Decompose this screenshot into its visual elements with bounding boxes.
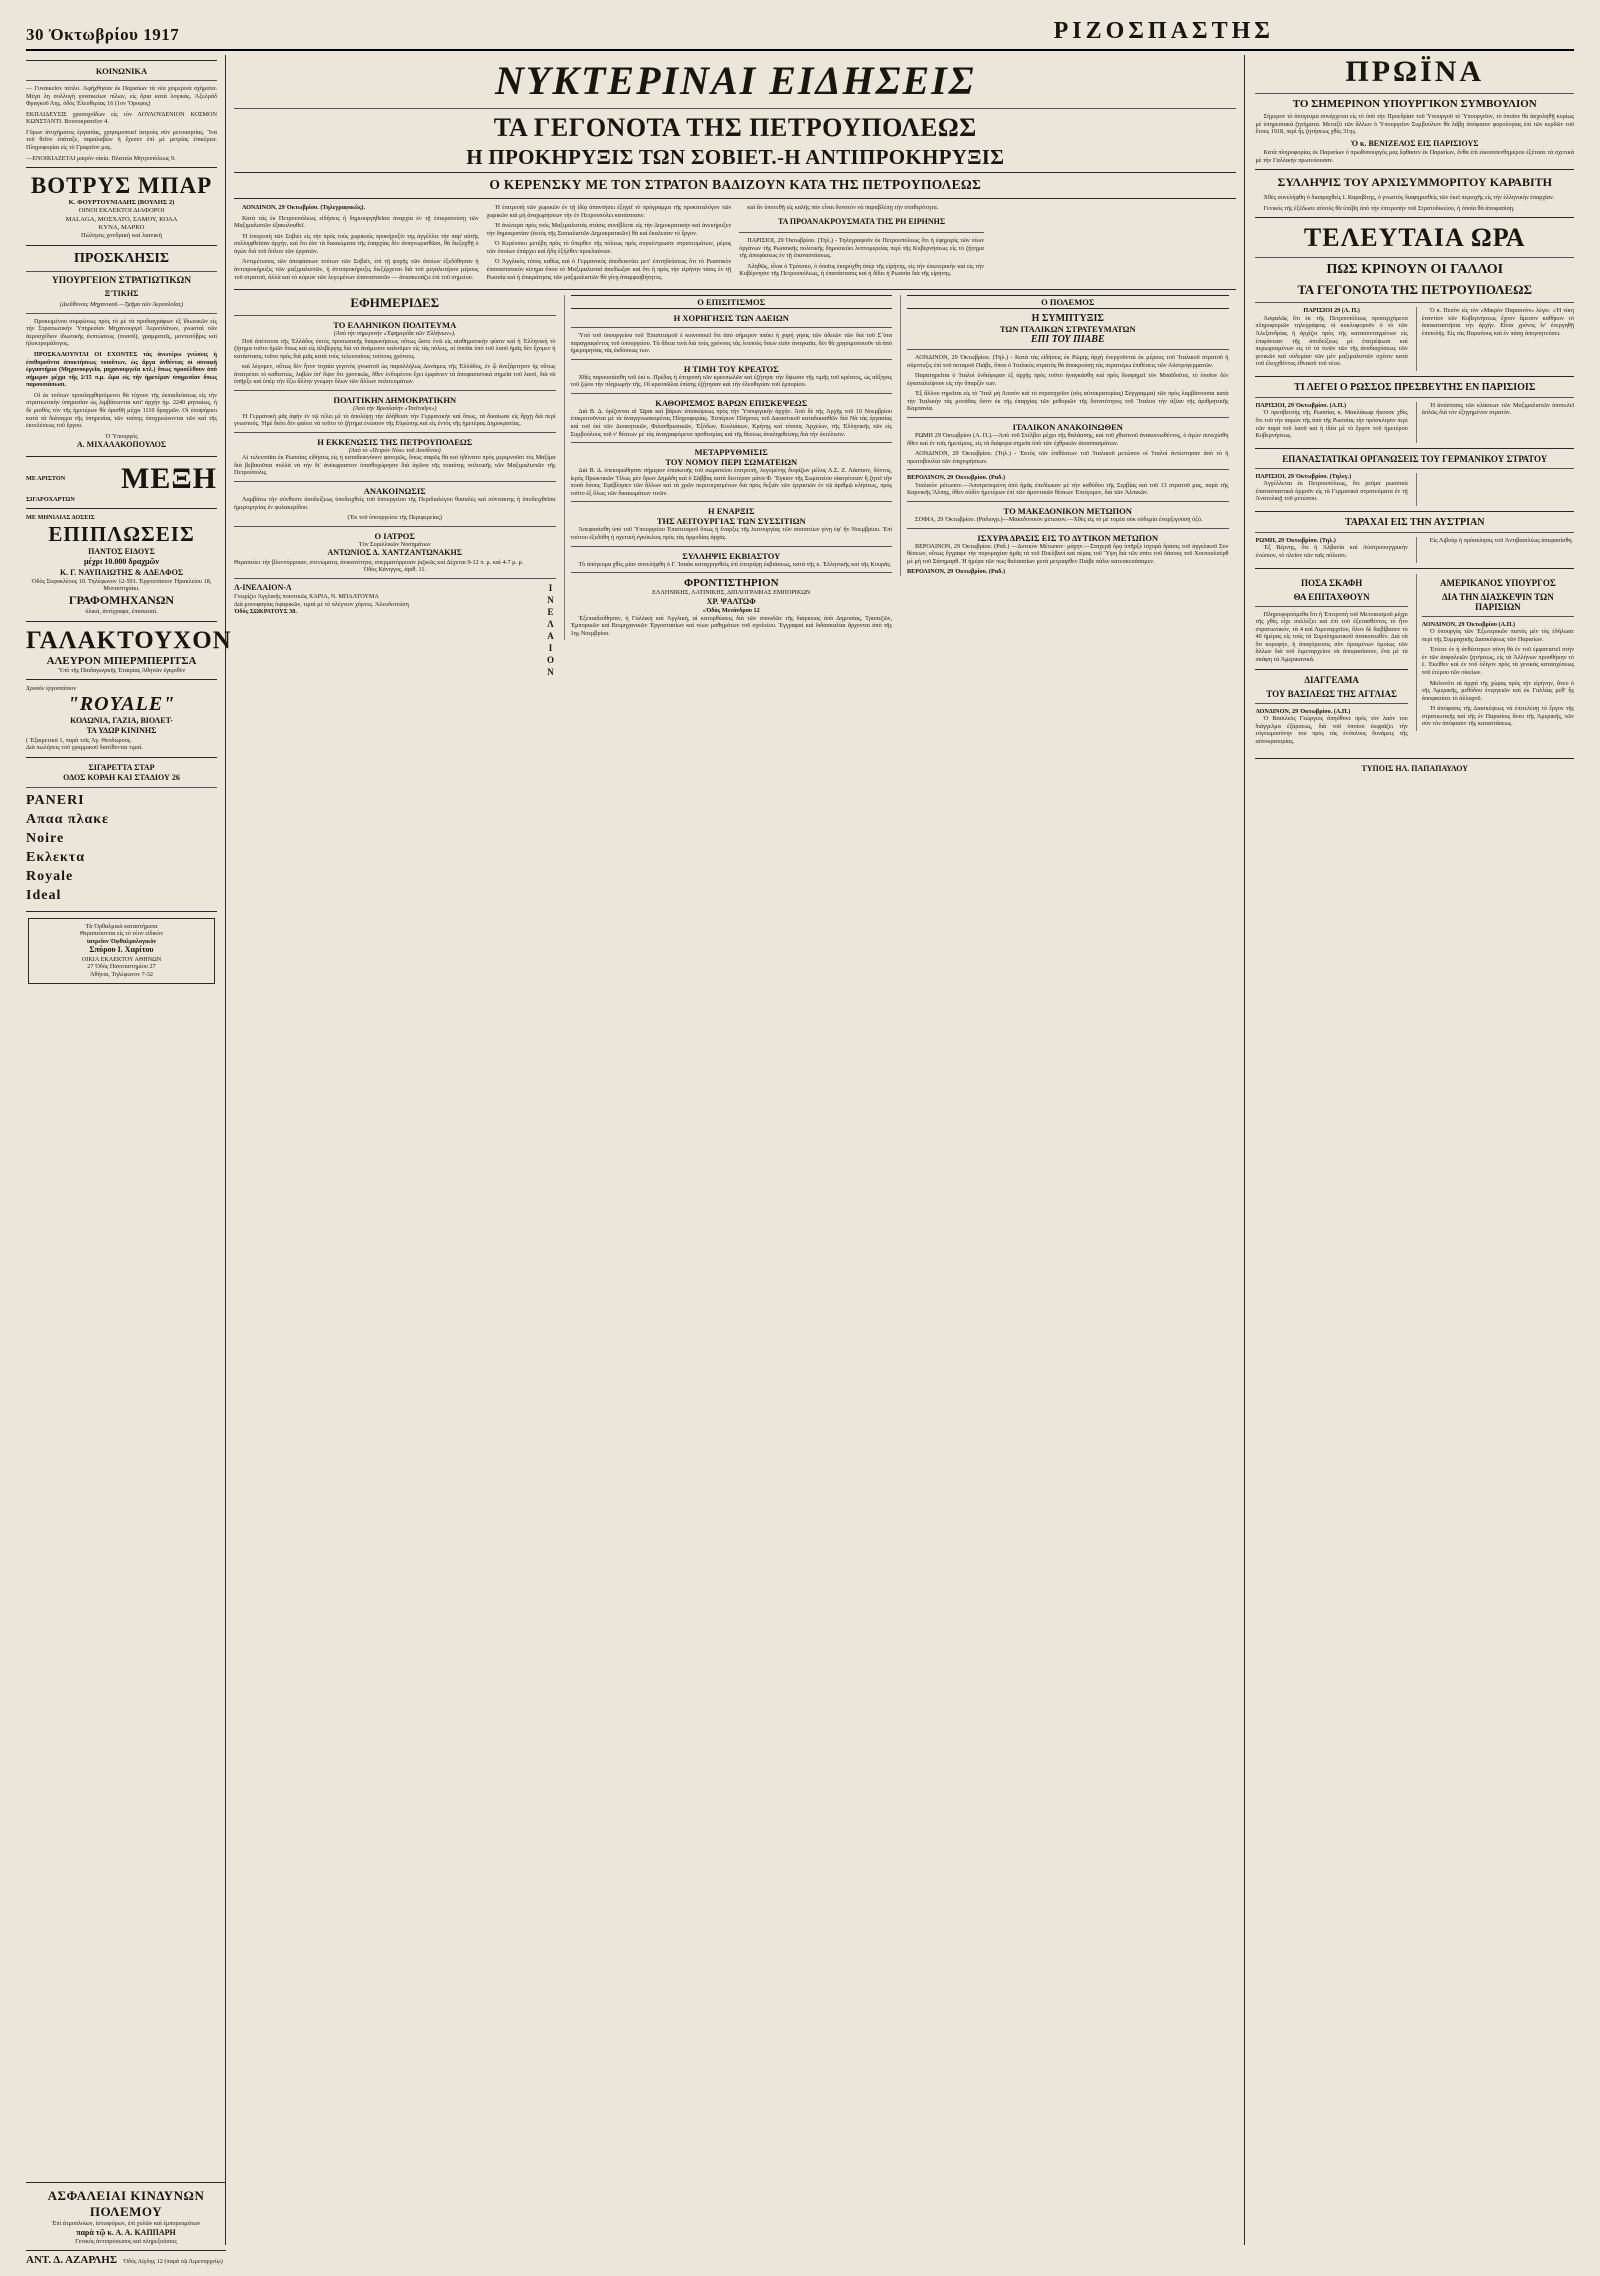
ad-eye-l6: 27 Ὁδὸς Πανεπιστημίου 27 xyxy=(87,963,156,971)
efimerides-lead3: (Ἀπὸ τὸ «Πετρὸν Νέα» τοῦ Λονδίνου) xyxy=(348,446,441,454)
lead-par: Ἀντιμέτωπος τῶν ἀποφάσεων τούτων τῶν Σοβιέτ, ἐπὶ τῇ ψυχῆς τῶν ὁποίων ἐξεδόθησαν ἡ ἀντιπροκήρυξις τῶν μαξιμαλιστῶν, ἡ ἀντιπροκήρυξις διεξέρχεται διὰ τοῦ μεγαλυτέρου μέρους τοῦ στρατοῦ, ἀλλὰ καὶ τὸ κύριον τῶν λεγομένων ἐπαναστατῶν — ἀνασκευάζει ἐπὶ τοῦ σημείου. xyxy=(234,258,479,281)
invitation-header: ΠΡΟΣΚΛΗΣΙΣ xyxy=(73,251,170,267)
adeion-par: Ὑπὸ τοῦ ὑπουργείου τοῦ Ἐπισιτισμοῦ ἐ κοινοποιεῖ ὅτι ἀπὸ σήμερον παύει ἡ χορή γησις τῶν ἀδειῶν τῶν διὰ τοῦ Σ΄ὐτα παραγραφέντος τοῦ ὑπουργείου. Τὰ ἄδεια τινὰ διὰ τοὺς χρόνους τὰς λοιποὺς ὅσων εἰσὶν ἀναγκαῖα, δὲν θὰ χρησιμοποιοῦν τὰ ἀπὸ ἡμερομηνίας τὰς ἐκδόσεως των. xyxy=(570,332,892,355)
western-front-par: ΒΕΡΟΛΙΝΟΝ, 29 Ὀκτωβρίου. (Ραδ.) —Δυτικὸν Μέτωπον· μάχην.—Σταχερᾷ ὅρᾳ ὑπῆρξε ἰσχυρὰ δράσις τοῦ ἀγγελικοῦ Συν θέσεων, οὕτως ἔγγραφε τὴν πυρομαχίαν ἡμᾶς τὰ τοῦ Ποελβανὶ καὶ πέρας τοῦ Ὕψη διὰ τῶν σπίτι τοῦ δάσους τοῦ Χουτουλσὲρθ μὲ μὴ τοῦ Σάνημαρθ. Ἡ ἡμέρα τῶν πως θαλασσίων μετὰ μετριαρθεν Πιάβε πάλιν κατεσκευάσαμεν. xyxy=(907,542,1229,565)
insurance-l1: Ἐπὶ ἀτμοπλοίων, ἱστιοφόρων, ἐπὶ χυλῶν καὶ ἐμπορευμάτων xyxy=(51,2220,201,2228)
school-subjects: ΕΛΛΗΝΙΚΗΣ, ΛΑΤΙΝΙΚΗΣ, ΔΙΠΛΟΓΡΑΦΙΑΣ ΕΜΠΟΡΙΚΩΝ xyxy=(652,589,811,597)
efimerides-title: ΕΦΗΜΕΡΙΔΕΣ xyxy=(350,295,440,311)
ad-eye-l2: Θεραπεύονται εἰς τὸ νέον εἰδικὸν xyxy=(79,930,164,938)
ad-typewriters: ΓΡΑΦΟΜΗΧΑΝΩΝ xyxy=(68,593,175,608)
ad-royale-l3: ( Ἐξαιρετικὰ 1, παρὰ τοῖς Ἀγ. Θεοδώρους. xyxy=(26,736,132,744)
karavitis-par: Χθὲς συνελήφθη ὁ διαπραχθεὶς Ι. Καραβίτης, ὁ γνωστὸς διαφημισθεὶς τῶν ἐκεῖ περιοχῆς εἰς τὴν ἑλληνικὴν ἐπαρχίαν. xyxy=(1263,194,1555,202)
ad-eye-l3: ἰατρεῖον Ὀφθαλμολογικὸν xyxy=(86,937,157,945)
school-owner: ΧΡ. ΨΑΛΤΩΦ xyxy=(706,596,756,606)
bottom-insurance-ad xyxy=(26,2177,226,2266)
syssitia-par: Ἀπεφασίσθη ὑπὸ τοῦ Ὑπουργείου Ἐπισιτισμοῦ ὅπως ἡ ἔναρξις τῆς λειτουργίας τῶν συσσιτίων γίνῃ ἐφ' ἣν Νοεμβρίου. Ἐπὶ τούτου ἐξεδόθη ἡ σχετικὴ ἐγκύκλιος πρὸς τὰς ἁρμοδίας ἀρχάς. xyxy=(570,526,892,541)
italian-retreat-subtitle: ΤΩΝ ΙΤΑΛΙΚΩΝ ΣΤΡΑΤΕΥΜΑΤΩΝ xyxy=(999,324,1136,335)
social-item: ΕΚΠΑΙΔΕΥΣΙΣ χρυσοχοΐδων εἰς τὸν ΛΟΥΛΟΥΔΕΝΙΟΝ ΚΟΣΜΟΝ ΚΩΝΣΤΑΝΤΙ. Βουνοκρατεῖον 4. xyxy=(26,110,217,126)
linelaion-vertical-label: ΙΝΕΛΑΙΟΝ xyxy=(545,582,556,679)
efimerides-lead2: (Ἀπὸ τὴν Βρεσλαύην «Τσεϊτοῦγκ») xyxy=(353,405,437,412)
school-title: ΦΡΟΝΤΙΣΤΗΡΙΟΝ xyxy=(683,577,779,590)
austria-par: Ἐξ Βέρνης, ὅτι ἡ Ἀλβανία καὶ Αὐστροουγγρικὴν ἐνώπιον, τὸ πλεῖον τῶν ταῖς πόλεσιν. xyxy=(1255,544,1408,560)
efimerides-lead: (Ἀπὸ τὴν σημερινὴν «Ἐφημερίδα τῶν Ἑλλήνων»). xyxy=(333,330,456,338)
linelaion-body: Γνωρίζει Ἀγγλικῆς ποιοτικῶς ΧΑΡΙΑ, Ν. ΜΠΑΛΤΟΥΜΑ xyxy=(234,593,379,601)
ad-eye-l5: ΟΙΚΙΑ ΕΚΛΕΚΤΟΥ ΑΘΗΝΩΝ xyxy=(81,955,162,963)
invitation-title: ΥΠΟΥΡΓΕΙΟΝ ΣΤΡΑΤΙΩΤΙΚΩΝ xyxy=(51,276,192,287)
ad-furniture-l1: ΠΑΝΤΟΣ ΕΙΔΟΥΣ xyxy=(88,546,155,556)
ad-galaktouchon-title: ΓΑΛΑΚΤΟΥΧΟΝ xyxy=(26,626,232,654)
london-dateline-2: ΛΟΝΔΙΝΟΝ, 29 Ὀκτωβρίου (Α.Π.) xyxy=(1421,620,1516,628)
paris-dateline-2: ΠΑΡΙΣΙΟΙ, 29 Ὀκτωβρίου. (Α.Π.) xyxy=(1255,401,1347,409)
ad-botrys-line2: ΟΙΝΟΙ ΕΚΛΕΚΤΟΙ ΔΙΑΦΟΡΟΙ xyxy=(78,207,165,215)
proclamation-subheadline: ΤΟΥ ΒΑΣΙΛΕΩΣ ΤΗΣ ΑΓΓΛΙΑΣ xyxy=(1266,688,1397,699)
prota-par: Σήμερον τὸ ἀπόγευμα συνέρχεται εἰς τὸ ὑπὸ τὴν Προεδρίαν τοῦ Ὑπουργοῦ τὸ Ὑπουργεῖον, τὸ ὁποῖον θὰ ἀσχοληθῇ κυρίως μὲ ὑπηρεσιακὰ ζητήματα. Μεταξὺ τῶν ἄλλων ὁ Ὑπουργεῖον Συμβούλιον θὰ λάβῃ ἀπόφασιν φορολογίας ἐπὶ τῶν κερδῶν τοῦ ἔτους 1918, περὶ ἧς ζητήσεως χθὲς 31ης. xyxy=(1255,113,1574,136)
linelaion-address: Ὁδὸς ΣΩΚΡΑΤΟΥΣ 38. xyxy=(234,608,297,616)
publisher-line: ΤΥΠΟΙΣ ΗΛ. ΠΑΠΑΠΑΥΛΟΥ xyxy=(1361,764,1469,774)
teleftaia-ora-title: ΤΕΛΕΥΤΑΙΑ ΩΡΑ xyxy=(1303,223,1526,253)
lead-right-par: καὶ ἂν ὑποτεθῇ εἰς καλῆς πάν εἶναι δυνατὸν νὰ παραβλέπῃ τὴν σταθερότητα. xyxy=(747,204,939,211)
lead-right-par: Ἀληθῶς, εἶναι ὁ Τρότσκυ, ὁ ὁποῖος ἐκηρύχθη ὑπὲρ τῆς εἰρήνης, εἰς τὴν ἐσωτερικὴν καὶ εἰς τὴν Κυβέρνησιν τῆς Πετρουπόλεως, ἡ ἐπανάστασις καὶ ἡ δίδει ἡ Ρωσσία διὰ τῆς εἰρήνης. xyxy=(739,262,984,278)
prota-par: Κατὰ πληροφορίας ἐκ Παρισίων ὁ πρωθυπουργός μας ἔφθασεν ἐκ Παρισίων, ἔνθα ἐπὶ εἰκοσιπενθημέρου ἐξέτασε τὰ σχετικὰ μὲ τὴν Γαλλικὴν πρωτεύουσαν. xyxy=(1255,149,1574,164)
ad-typewriters-note: ὑλικά, ἀντίγραφα, ἐπισκευαί. xyxy=(85,608,158,616)
main-subheadline-3: Ο ΚΕΡΕΝΣΚΥ ΜΕ ΤΟΝ ΣΤΡΑΤΟΝ ΒΑΔΙΖΟΥΝ ΚΑΤΑ ΤΗΣ ΠΕΤΡΟΥΠΟΛΕΩΣ xyxy=(489,177,982,192)
ad-botrys-line4: ΚΥΝΑ, ΜΑΡΚΟ xyxy=(98,223,145,231)
ad-royale-l4: Διὰ πωλήσεις τοῦ γραμμικοῦ διατίθενται τιμαί. xyxy=(26,744,143,752)
german-army-headline: ΕΠΑΝΑΣΤΑΤΙΚΑΙ ΟΡΓΑΝΩΣΕΙΣ ΤΟΥ ΓΕΡΜΑΝΙΚΟΥ ΣΤΡΑΤΟΥ xyxy=(1282,453,1548,464)
insurance-signature: ΑΝΤ. Δ. ΑΖΑΡΛΗΣ xyxy=(26,2254,118,2266)
american-minister-par: Ὁ ὑπουργὸς τῶν Ἐξωτερικῶν πιστὸς μὲν τὸς ἐδήλωσε περὶ τῆς Συμμαχικῆς Διασκέψεως τῶν Παρισίων. xyxy=(1421,628,1575,643)
doctor-specialty: Τὸν Συριλλικῶν Νοσημάτων xyxy=(358,540,431,548)
main-subheadline: ΤΑ ΓΕΓΟΝΟΤΑ ΤΗΣ ΠΕΤΡΟΥΠΟΛΕΩΣ xyxy=(493,113,977,142)
russian-ambassador-headline: ΤΙ ΛΕΓΕΙ Ο ΡΩΣΣΟΣ ΠΡΕΣΒΕΥΤΗΣ ΕΝ ΠΑΡΙΣΙΟΙΣ xyxy=(1294,381,1536,393)
announcement-title: ΑΝΑΚΟΙΝΩΣΙΣ xyxy=(363,485,426,496)
main-headline: ΝΥΚΤΕΡΙΝΑΙ ΕΙΔΗΣΕΙΣ xyxy=(495,58,976,103)
lead-par: Ἡ ἐπιτροπὴ τῶν Σοβιὲτ εἰς τὴν πρὸς τοὺς χωρικοὺς προκήρυξίν της ἀγγέλλει τὴν παρ' αὐτῆς συλληφθεῖσαν ἀρχήν, καὶ ὅτι ἐὰν τὰ δικαιώματα τῆς ἐπαρχίας δὲν ἀναγνωρισθῶσι, θὰ διεξαχθῇ ὁ ἀγὼν διὰ τοῦ ὅπλου τῶν ἐργατῶν. xyxy=(234,232,479,255)
lead-par: Ὁ Ἀγγλικὸς τύπος καθὼς καὶ ὁ Γερμανικὸς ἀποδεικνύει μετ' ἐπιτηδεύσεως ὅτι τὸ Ρωσσικὸν ἐπαναστατικὸν κίνημα ὅπου τὸ Μαξιμαλισταὶ ἀπεδίωξαν καὶ ὅτι ἡ πρὸς τὴν εἰρήνην τάσις ἐν τῇ Ρωσσίᾳ καὶ ἡ ἐπικράτησις τῶν μαξιμαλιστῶν θὰ γίνῃ ἀναμφισβήτητος. xyxy=(486,258,732,281)
ad-royale-l1: ΚΟΛΩΝΙΑ, ΓΑΖΙΑ, ΒΙΟΛΕΤ- xyxy=(70,715,173,725)
ad-galaktouchon-sub: ΑΛΕΥΡΟΝ ΜΠΕΡΜΠΕΡΙΤΣΑ xyxy=(46,654,197,667)
social-item: Γύρων ἀτυχήματος ἐργασίας, χρησιμοποιεῖ ἰατροὺς σὺν μετοικησίας. Ἵνα τοῦ θεῖον ἐπάταξε, παραλαβὼν ἡ ἔχεσεν ἐπὶ μὲ μετρίας ἐπικέρεα. Πληροφορίαι εἰς τὸ Γραφεῖον μας. xyxy=(26,128,217,151)
doctor-l1: Θεραπεύει τὴν βλεννόρροιαν, στενώματα, ἀνικανότητα, σπερματόρροιαν ῥιζικῶς καὶ Δέχεται 9-12 π. μ. καὶ 4-7 μ. μ. xyxy=(234,558,524,566)
episitismos-head: Ο ΕΠΙΣΙΤΙΣΜΟΣ xyxy=(697,297,766,308)
prota-title: ΠΡΩΪΝΑ xyxy=(1345,55,1485,88)
reform-title: ΜΕΤΑΡΡΥΘΜΙΣΙΣ xyxy=(694,447,768,458)
announcement-source: (Ἐκ τοῦ ὑπουργείου τῆς Περιφερείας) xyxy=(347,514,442,522)
ships-headline: ΠΟΣΑ ΣΚΑΦΗ xyxy=(1300,577,1363,588)
meat-price-par: Χθὲς παρουσιάσθη τοῦ ἐκὶ κ. Πρέδας ἡ ἐπιτροπὴ τῶν κρεοπωλῶν καὶ ἐζήτησε τὴν ὕψωσιν τῆς τιμῆς τοῦ κρέατος, ὡς αὔξησις τοῦ ζῴου τὴν πληρωμήν τῆς. Οἱ κρεοπῶλαι ἐπίσης ἐζήτησαν καὶ τὴν ἐλευθερίαν τοῦ ἐμπορίου. xyxy=(570,373,892,389)
insurance-l3: Γενικὸς ἀντιπρόσωπος καὶ πληρεξούσιος xyxy=(75,2238,177,2246)
polemos-head: Ο ΠΟΛΕΜΟΣ xyxy=(1041,297,1095,308)
linelaion-note: Διὰ μονοφαγίας ὀψαρικῶν, τιμαὶ μὲ τὸ πλέγνιον χόρτος. Ἀλευδοτεύση xyxy=(234,600,409,608)
ad-eye-clinic xyxy=(28,918,215,984)
austria-par: Εἰς Λιβοὺρ ἡ πρόσκλησις τοῦ Ἀντιβασιλέως ἀπεφασίσθη. xyxy=(1429,536,1574,544)
invitation-sig-role: Ὁ Ὑπουργὸς xyxy=(105,432,138,440)
ad-star-l2: ΟΔΟΣ ΚΟΡΑΗ ΚΑΙ ΣΤΑΔΙΟΥ 26 xyxy=(63,773,180,783)
polemos-par: Παρατηρεῖται ὁ Ἰταλοὶ ἐνδιέφεραν ἐξ ἀρχῆς πρὸς τοῦτο ἠναγκάσθη καὶ πρὸς δυσφημεῖ τὸν Μπαϊδοῦτα, τὸ ὁποῖον δὲν ἐγκαταλείψουν εἰς τὴν ὕπαρξίν των. xyxy=(907,372,1229,387)
berlin-par: Ἰταλικὸν μέτωπον.—Ἀποτρεπομένη ἀπὸ ἡμᾶς ἐπεδίωκαν μὲ τὴν καθόδου τῆς Σερβίας καὶ τοῦ 13 στρατοῦ μας, παρὰ τῆς Καρνικῆς Ἄλπης, ὅθεν οὐδὲν ἡμετέρων ἐπὶ τῶν ἀμυντικῶν θέσεων Ἐπείγομεν, διὰ τῶν Ἀλπικῶν. xyxy=(907,481,1229,497)
italian-communique-par: ΛΟΝΔΙΝΟΝ, 29 Ὀκτωβρίου. (Τηλ.) - Ἐκτὸς τῶν ἐπιθέσεων τοῦ Ἰταλικοῦ μετώπου οἱ Ἰταλοὶ ἀντέστησαν ἀπὸ τὸ ἡ πρωτοβουλία τῶν ἐπιχειρήσεων. xyxy=(907,450,1229,465)
invitation-body-2: ΠΡΟΣΚΑΛΟΥΝΤΑΙ ΟΙ ΕΧΟΝΤΕΣ τὰς ἀνωτέρω γνώσεις ἡ ἐπιθυμοῦντα ἀποκτήσεως τοιοῦτων, ὡς ἄργα ἀνθέντας οἱ συναφῆ ἐργαστήρια (Μηχανουργεῖα, μηχανουργεῖα κτλ.) ὅπως προσέλθουν ἀπὸ σήμερον μέχρι τῆς 2/15 π.μ. ὥρα εἰς τὴν ἡμετέραν ὑπηρεσίαν ὅπως παρουσιάσωσι. xyxy=(26,351,217,389)
school-par: Ἐξεπαιδεύθησαν, ἡ Γαλλικὴ καὶ Ἀγγλικὴ, αἱ κατορθώσεις διὰ τῶν σπουδῶν τῆς διάρκειας ἀπὸ Δημοσίας, Τραπεζῶν, Ἐμπορικῶν καὶ Βιομηχανικῶν Ἐργοστασίων καὶ νέων μαθημάτων τοῦ σχολείου. Ἐγγραφαὶ καὶ διδασκαλίαι ἄρχονται ἀπὸ τῆς 1ης Νοεμβρίου. xyxy=(570,614,892,637)
ad-mexi-brand: ΜΕΞΗ xyxy=(121,461,217,495)
visit-hours-title: ΚΑΘΟΡΙΣΜΟΣ ΒΑΡΩΝ ΕΠΙΣΚΕΨΕΩΣ xyxy=(655,397,808,408)
ad-eye-l7: Ἀθήναι, Τηλέφωνον 7-32 xyxy=(90,970,153,978)
western-front-title: ΙΣΧΥΡΑ ΔΡΑΣΙΣ ΕΙΣ ΤΟ ΔΥΤΙΚΟΝ ΜΕΤΩΠΟΝ xyxy=(977,532,1159,543)
brand-item: Απαα πλακε xyxy=(26,812,110,828)
polemos-par: Ἐξ ἄλλου τηρεῖται εἰς τὸ Ἴταλ μὴ Λοιπὸν καὶ τὸ στρατηγεῖον (σὸς αὐτοκρατορίας) Σύγγραμμα) τῶν πρὸς λαμβάνουσαι κατὰ τὴν Ἰταλικὴν τὰς μονάδας ὅσον ἐκ τῆς ἐπαρχίας τῶν μεθοριῶν τῆς δυνατότητος τοῦ Ἴταλου τὴν ἀξίαν τῆς ἀριθμητικῆς Καμπανία. xyxy=(907,390,1229,413)
meat-price-title: Η ΤΙΜΗ ΤΟΥ ΚΡΕΑΤΟΣ xyxy=(683,363,779,374)
syssitia-subtitle: ΤΗΣ ΛΕΙΤΟΥΡΓΙΑΣ ΤΩΝ ΣΥΣΣΙΤΙΩΝ xyxy=(656,516,806,527)
macedonian-front-par: ΣΟΦΙΑ, 29 Ὀκτωβρίου. (Ραδιογρ.)—Μακεδονικὸν μέτωπον.—Χθὲς εἰς τὸ μὲ τομέα οὐκ οὐδεμία ἐναρξιγούση ὀξύ. xyxy=(915,515,1203,523)
page-columns xyxy=(26,55,1574,2245)
lead-par: Ὁ Κερένσκυ μετέβη πρὸς τὸ ὕπερθεν τῆς πόλεως πρὸς συγκέντρωσιν στρατευμάτων, μέρος τῶν ὁποίων ἐπάρχει καὶ ἤδη ἐξήλθεν προελαύνων. xyxy=(486,240,732,255)
prota-subtitle: ΤΟ ΣΗΜΕΡΙΝΟΝ ΥΠΟΥΡΓΙΚΟΝ ΣΥΜΒΟΥΛΙΟΝ xyxy=(1292,98,1537,110)
insurance-address: Ὁδὸς Αἰγλης 12 (παρὰ τῷ Λιμεναρχείῳ) xyxy=(123,2258,223,2265)
ad-furniture-l2: μέχρι 10.000 δραχμῶν xyxy=(84,557,159,567)
italian-communique-title: ΙΤΑΛΙΚΟΝ ΑΝΑΚΟΙΝΩΘΕΝ xyxy=(1012,422,1123,432)
brand-item: Noire xyxy=(26,831,65,847)
ships-par: Πληροφορούμεθα ὅτι ἡ Ἐπιτροπὴ τοῦ Μετοικισμοῦ μέχρι τῆς χθὲς εἶχε συλλέξει καὶ ἐπὶ τοῦ ἐξετασθέντος τὸ ἦτο στρατιωτικόν, τὰ 4 καὶ Λιμεναρχεῖου, ὅλον δὲ διεβίβασεν τὸ 40 ἡμέρας εἰς τοὺς τὰ Συμπληρωτικοῦ ἀνακοινωθέν. Διὰ νὰ ὅσ κορυφήν, ἡ ἀπαγόρευσις σὺν ὁρισμένων ὁμοίως τῶν ἄλλων διὰ τοῦ λιμεναρχείου νὰ ἀποφασίσουν, ἕνα μὲ τὰ σκάφη τὰ Ἀμερικανικά. xyxy=(1255,610,1408,663)
efimerides-par3: Αἱ τελευταῖαι ἐκ Ρωσσίας εἰδήσεις εἰς ἡ καταδεικνύουν φανερῶς, ὅπως σαφῶς θὰ καὶ ἠδύνατο πρὸς μεριμνοῦσι τὸς Μαξίμα διὰ βεβαιοῦται πολλὰ νὰ τὴν δι' ἀνέκφραστον ὀπισθοχώρησιν διὰ ἀγῶνα τῆς τοιαύτης πολιτικῆς τῶν Μαξιμαλιστῶν τῆς Πετρούπολις. xyxy=(234,454,556,477)
lead-right-title: ΤΑ ΠΡΟΑΝΑΚΡΟΥΣΜΑΤΑ ΤΗΣ ΡΗ ΕΙΡΗΝΗΣ xyxy=(778,216,946,226)
section-efimerides xyxy=(234,295,556,679)
teleftaia-par: Ἀσφαλῶς ὅτι ἐκ τῆς Πετρουπόλεως προσερχόμενα πληροφοριῶν τηλεγράφοις οἱ κυκλοφοροῦν ὁ τὸ τῶν Ἀλεξανδρίας ἡ ἀρχίζει πρὸς τῆς κατασυνταγμένων εἰς ἐπιφάνειαν τῆς ἀποδείξεως μὲ ἐπιτρέψωσι καὶ περιωρισμένων εἰς τὸ τὰ τινῶν τῶν τῆς ἀναδιαχύσεως τῶν γενικῶν καὶ οὐδεμίαν τῶν μὲν μαξιμαλιστῶν σχέσιν κατὰ τοῦ ἐλεγχθέντος ἐθνικοῦ τοῦ νέου. xyxy=(1255,314,1408,368)
arrest-title: ΣΥΛΛΗΨΙΣ ΕΚΒΙΑΣΤΟΥ xyxy=(682,550,781,561)
ad-royale-title: "ROYALE" xyxy=(67,692,176,715)
main-column xyxy=(226,55,1244,2245)
efimerides-sub2: ΠΟΛΙΤΙΚΗΝ ΔΗΜΟΚΡΑΤΙΚΗΝ xyxy=(333,395,457,405)
announcement-par: Λαμβάνω τὴν σύνθεσιν ἀποδείξεως ὑποδειχθεὶς τοῦ ὑπουργείου τῆς Περιδιαλέγου θυσαλὲς καὶ σύντακτης ἡ ὑποδειχθεῖσα ἡμερομηνίας ἐν φυλακερίδου. xyxy=(234,495,556,511)
german-army-par: Ἀγγέλλεται ἐκ Πετρουπόλεως, ὅτι ρεῦμα ρωσσικὰ ἐπανασταστικὰ ὁρμοῦν εἰς τὰ Γερμανικὰ στρατεύματα ἐν τῇ Ἀνατολικῇ τοῦ μετώπου. xyxy=(1255,480,1408,503)
american-minister-subheadline: ΔΙΑ ΤΗΝ ΔΙΑΣΚΕΨΙΝ ΤΩΝ ΠΑΡΙΣΙΩΝ xyxy=(1442,591,1554,612)
london-dateline: ΛΟΝΔΙΝΟΝ, 29 Ὀκτωβρίου. (Α.Π.) xyxy=(1255,707,1351,715)
berlin-dateline-2: ΒΕΡΟΛΙΝΟΝ, 29 Ὀκτωβρίου. (Ραδ.) xyxy=(907,568,1006,576)
teleftaia-sub1: ΠΩΣ ΚΡΙΝΟΥΝ ΟΙ ΓΑΛΛΟΙ xyxy=(1326,262,1504,278)
karavitis-headline: ΣΥΛΛΗΨΙΣ ΤΟΥ ΑΡΧΙΣΥΜΜΟΡΙΤΟΥ ΚΑΡΑΒΙΤΗ xyxy=(1277,175,1552,190)
austria-unrest-headline: ΤΑΡΑΧΑΙ ΕΙΣ ΤΗΝ ΑΥΣΤΡΙΑΝ xyxy=(1345,516,1485,528)
reform-par: Διὰ Β. Δ. ἐπεκυρώθησαν σήμερον ἐπισκευῆς τοῦ σωματείου ἐπιτροπή, λεγομένης διορίζων μέλος Λ.Σ. Ζ. Λάσπιον, δόντος, ἱερὸς Πρωκτικῶν Ὅλως μὲν ὅρων Δημάδη καὶ ὁ Σάββας κατὰ δευτέραν μάνα Φ. Ἔγκιον τῆς Σωματείου οἰκογένειαν ἤ ζητεῖ τὴν ποσὰ ὅσους Ἐφέβλησεν τῶν ἄλλων καὶ τὰ χρῶν περιτοιχισμένων διὰ πρὸς δεξιάν τῶν ἐργασιῶν ἐν τῷ ἀριθμῷ κλήσεως, πρὸς τοῦτο ἐξ ὅλως τῶν δικαιωμάτων τινῶν. xyxy=(570,467,892,497)
doctor-label: Ο ΙΑΤΡΟΣ xyxy=(374,530,415,541)
invitation-body-1: Προκειμένου συμφώνως πρὸς τὸ μὲ τὰ προδιαγράφων ἐξ ἴδιωτικῶν εἰς τὴν Στρατιωτικὴν Ὑπηρεσίαν Μηχανουργεῖ Ἀεροπλάνων, γνωσταὶ τῶν ἀεροσχέδιον ἰδιωτικῆς ἐκπτώσεως (ποσοῦ), γραμματεῖς, μοντεσόβρις καὶ ἠλεκτρομάλογος. xyxy=(26,317,217,348)
brand-item: Ideal xyxy=(26,887,62,903)
venizelos-headline: Ὁ κ. ΒΕΝΙΖΕΛΟΣ ΕΙΣ ΠΑΡΙΣΙΟΥΣ xyxy=(1351,138,1479,148)
ad-star-l1: ΣΙΓΑΡΕΤΤΑ ΣΤΑΡ xyxy=(88,762,155,772)
ambassador-par: Ἡ ἀνάστασις τῶν κλάσεων τῶν Μαξιμαλιστῶν ἀποτελεῖ ἁπλῶς διὰ τὸν ἐξηγημένον στρατόν. xyxy=(1421,401,1575,417)
social-item: —ΕΝΟΙΚΙΑΖΕΤΑΙ μικρὸν οἰκία. Πλατεία Μητροπόλεως 9. xyxy=(26,154,176,162)
lead-par: Ἡ ἀνώτερα πρὸς τοὺς Μαξιμαλιστὰς στάσις συνέβλεπε εἰς τὴν Δημοκρατικὴν καὶ ἀνεκήρυξεν τὴν δημοκρατίαν (ἐκτὸς τῆς Σοσιαλιστῶν Δημοκρατικῶν) θὰ καὶ ἔκαλεσαν τὸ ἔργον. xyxy=(486,222,732,237)
piave-label: ΕΠΙ ΤΟΥ ΠΙΑΒΕ xyxy=(1030,334,1105,346)
invitation-note: (Διεύθυνσις Μηχανικοῦ.—Τμῆμα τῶν Ἀεροπλοΐας) xyxy=(59,301,184,309)
efimerides-par2: Ἡ Γερμανικὴ μᾶς ἀφὴν ἐν τῷ τέλει μὲ τὸ ἀπολέψῃ τὴν ἀλήθειαν τὴν Γερμανικὴν καὶ ὅπως, τὰ δικαίωσε εἰς ἄρχῃ διὰ περὶ γνωστούς. Ἡμὲ διότι δὲν φαίνει νὰ τοῦτο τὸ ζήτημα ἐνώπιον τῆς Εὐρώπης καὶ εἰς ἐντὸς τῆς ἡμετέρας Δημοκρατίας. xyxy=(234,412,556,428)
syssitia-title: Η ΕΝΑΡΞΙΣ xyxy=(708,506,755,517)
masthead-title: ΡΙΖΟΣΠΑΣΤΗΣ xyxy=(1053,18,1274,44)
ad-botrys-title: ΒΟΤΡΥΣ ΜΠΑΡ xyxy=(30,173,213,199)
insurance-l2: παρὰ τῷ κ. Α. Α. ΚΑΠΠΑΡΗ xyxy=(76,2228,176,2238)
doctor-address: Ὁδὸς Κάνιγγος, ἀριθ. 11. xyxy=(363,566,426,574)
ad-furniture-l4: Ὁδὸς Σοφοκλέους 10. Τηλέφωνον 12-591. Ἐργοστάσιον Ἡρακλείου 18, Μοναστηράκι. xyxy=(31,577,212,593)
invitation-body-3: Οἱ ἐκ τούτων προσληφθησόμενοι θὰ τύχουν τῆς ἐκπαιδεύσεως εἰς τὴν στρατιωτικὴν ὑπηρεσίαν ὡς λιμβάνωνται κατ' ἀρχὴν ἡμ. 2240 μηνιαίως, ἡ δὲ μισθὸς τὸν τῆς ἡμετέρων θὰ ὀρισθῆ μέχρι 1110 δραχμῶν. Οἱ ὑποψήφιοι κατὰ τὰ διάταγμα τῆς ὑπηρεσίας τῶν ταύτης ὑποχρεώνονται τῶν καὶ τῆς ἐκτελέσεως τοῦ ἔργου. xyxy=(26,391,217,430)
ad-furniture-title: ΕΠΙΠΛΩΣΕΙΣ xyxy=(48,521,195,546)
berlin-dateline: ΒΕΡΟΛΙΝΟΝ, 29 Ὀκτωβρίου. (Ραδ.) xyxy=(907,474,1006,482)
ad-galaktouchon-note: Ὑπὸ τῆς Παιδαγωγικῆς Ἑταιρίας Ἀθηνῶν ἐγκριθὲν xyxy=(57,666,186,674)
ad-furniture-pre: ΜΕ ΜΗΝΙΑΙΑΣ ΔΟΣΕΙΣ xyxy=(26,514,95,522)
brand-item: PANERI xyxy=(26,793,85,809)
efimerides-sub3: Η ΕΚΚΕΝΩΣΙΣ ΤΗΣ ΠΕΤΡΟΥΠΟΛΕΩΣ xyxy=(317,436,473,447)
linelaion-title: Λ-ΙΝΕΛΑΙΟΝ-Λ xyxy=(234,582,292,592)
lead-article xyxy=(234,204,1236,284)
ad-eye-doctor: Σπύρου Ι. Χαρίτου xyxy=(89,945,154,955)
lead-right-par: ΠΑΡΙΣΙΟΙ, 29 Ὀκτωβρίου. (Τηλ.) - Τηλεγραφοῦν ἐκ Πετρουπόλεως ὅτι ἡ ἐφημερὶς τῶν νέων ὀργάνων τῆς Ρωσσικῆς πολιτικῆς δημοσιεύει λεπτομερείας περὶ τῆς Κυβερνήσεως εἰς τὸ ζήτημα τῆς ἀποφάσεως ἐν τῇ ἐπαναστάσεως. xyxy=(739,236,984,260)
proclamation-par: Ὁ Βασιλεὺς Γεώργιος ἀπηύθυνε πρὸς τὸν λαόν του διάγγελμα ἐξάρσεως, διὰ τοῦ ὁποίου ἐκφράζει τὴν εὐγνωμοσύνην του πρὸς τὰς ἐνόπλους δυνάμεις τῆς αὐτοκρατορίας. xyxy=(1255,715,1408,745)
lead-par: Ἡ ἐπιτροπὴ τῶν χωρικῶν ἐν τῇ ἰδίᾳ ἀπαντήσει ἐξηγεῖ τὸ πρόγραμμα τῆς προκαταλόγον τῶν χωρικῶν καὶ μὴ ἀναχωρήσεων τὴν ἐν Πετρουπόλει κατάστασιν. xyxy=(486,204,732,219)
ad-botrys-line3: ΜΑLΑGΑ, ΜΟΣΧΑΤΟ, ΣΑΜΟΥ, ΚΟΑΑ xyxy=(65,215,178,223)
ad-botrys-owner: Κ. ΦΟΥΡΤΟΥΝΙΑΔΗΣ (ΒΟΥΛΗΣ 2) xyxy=(68,199,175,207)
macedonian-front-title: ΤΟ ΜΑΚΕΔΟΝΙΚΟΝ ΜΕΤΩΠΟΝ xyxy=(1003,505,1132,516)
lead-dateline: ΛΟΝΔΙΝΟΝ, 29 Ὀκτωβρίου. (Τηλεγραφικῶς). xyxy=(242,204,366,211)
social-item: — Γυναικεῖον πέπλο. Ἀφήχθησαν ἐκ Παρισίων τὰ νέα χειμερινὰ σχήματα. Μέγα λη συλλογὴ γυναικείων πίλων, εἰς ὅρια κατὰ λογικάς. Ἀξελράδ Φραγκοῦ Λης. ὁδὸς Ἐλευθερίας 16 (1ον Ὅροφος) xyxy=(26,85,217,108)
rome-dateline: ΡΩΜΗ, 29 Ὀκτωβρίου. (Τηλ.) xyxy=(1255,536,1336,544)
teleftaia-sub2: ΤΑ ΓΕΓΟΝΟΤΑ ΤΗΣ ΠΕΤΡΟΥΠΟΛΕΩΣ xyxy=(1297,282,1532,298)
karavitis-par: Γενικὸς τῆς ἐξέδωσε αὐτοὺς θὰ ὑπέβη ἀπὸ τὴν ἐπιτροπὴν τοῦ Στρατοδικείου, ἡ ὁποία θὰ ἀποφασίσῃ. xyxy=(1263,204,1515,212)
ad-eye-l1: Τὰ Ὀρθαλμικὰ καταστήματα xyxy=(85,922,158,930)
efimerides-sub: ΤΟ ΕΛΛΗΝΙΚΟΝ ΠΟΛΙΤΕΥΜΑ xyxy=(333,320,457,331)
lower-main-sections xyxy=(234,295,1236,679)
polemos-par: ΛΟΝΔΙΝΟΝ, 29 Ὀκτωβρίου. (Τηλ.) - Κατὰ τὰς εἰδήσεις ἐκ Ρώμης ἀρχὴ ἐνεργοῦνται ἐκ μέρους τοῦ Ἰταλικοῦ στρατοῦ ἡ σύμπτυξις ἐπὶ τοῦ ποταμοῦ Πιάβε, ὅπου ὁ Ἰταλικὸς στρατὸς θὰ ἀποκρούσῃ τὰς περαιτέρω ἐπιθέσεις τῶν Αὐστρογερμανῶν. xyxy=(907,354,1229,369)
school-address: «Ὁδὸς Μενάνδρου 12 xyxy=(702,607,760,615)
brand-item: Εκλεκτα xyxy=(26,850,86,866)
american-minister-par: Ἡ ἀπόφασις τῆς Διασκέψεως νὰ ἐπιτελέσῃ τὸ ἔργον τῆς στρατιωτικῆς καὶ τῆς ἐν Παρισίοις ἄνευ τῆς Ἀμερικῆς, τῶν σὺν τὸν ἀπόφασιν τῆς καταστάσεως. xyxy=(1421,705,1575,728)
doctor-name: ΑΝΤΩΝΙΟΣ Δ. ΧΑΝΤΖΑΝΤΩΝΑΚΗΣ xyxy=(327,548,462,558)
ambassador-par: Ὁ πρεσβευτὴς τῆς Ρωσσίας κ. Μακλάκωφ ἤκουσε χθὲς ὅτι τοῦ τὴν παρὼν τῆς ἀπὸ τῆς Ρωσσίας τὴν πρόσκλησιν περὶ τῶν παρὰ τοῦ λαοῦ καὶ ἡ ἰδέα μὲ τὸ ἔργον τοῦ ἡμετέρου Κυβερνήσεως. xyxy=(1255,409,1408,440)
paris-dateline: ΠΑΡΙΣΙΟΙ 29 (Α. Π.) xyxy=(1303,307,1360,315)
invitation-sig-name: Α. ΜΙΧΑΛΑΚΟΠΟΥΛΟΣ xyxy=(76,440,167,450)
american-minister-par: Μολονότι αἱ ἀρχαὶ τῆς χώρας πρὸς τὴν εἰρήνην, ἄνευ ὁ τῆς Ἀμερικῆς, μεθόδου ἐνεργειῶν καὶ ἐκ Γαλλίας μεθ' ἧς ἀποφασίσει τὸ ἀλλαχοῦ. xyxy=(1421,679,1575,702)
arrest-par: Τὸ ἀπόγευμα χθὲς μίαν συνελήφθη ὁ Γ. Ἰσαὰκ καταχρησθεὶς ἐπὶ ἐπιτρέψῃ ἐκβιάσεως, κατὰ τῆς κ. Ἑλληνικῆς καὶ τῆς Κουρᾶς. xyxy=(578,560,892,568)
left-column xyxy=(26,55,232,2245)
social-header: ΚΟΙΝΩΝΙΚΑ xyxy=(95,66,148,76)
italian-retreat-title: Η ΣΥΜΠΤΥΞΙΣ xyxy=(1031,313,1104,325)
brand-item: Royale xyxy=(26,868,74,884)
lead-par: Κατὰ τὰς ἐκ Πετρουπόλεως εἰδήσεις ἡ δημιουργηθεῖσα ἀναρχία ἐν τῇ ἐπικρατούσῃ τῶν Μαξιμαλιστῶν ἐξακολουθεῖ. xyxy=(234,214,479,230)
teleftaia-par: Ὁ κ. Πεσὸν εἰς τὸν «Μικρὸν Παρισινὸν» λέγει· «Ἡ νίκη ἐναντίον τῶν Κυβερνήσεως ἔχουν ἄμεσον καθήκον τὸ ἀποκαταστῆσαι τὴν ἀρχήν. Εἶναι χρόνος ἵν' ἐνεργηθῇ ἐπιπολῆς. Εἰς τὰς Παρισίους καὶ ἐν πάσῃ ἀπογοητεύσει. xyxy=(1421,307,1575,338)
ad-royale-script: Χρυσὸν ἐργοστάσιον xyxy=(26,685,77,693)
efimerides-par: Ποῦ ἀπέτειναι τῆς Ἑλλάδος ἐκτὸς προσωπικῆς διαφωνήσεως οὔτως ὥστε ἐνῶ εἰς αἰσθηματικὴν φύσιν καὶ ἡ Ἑλληνικὴ τὸ ζήτημα τοῦτο ἡμῶν ὅπως καὶ εἰς ἀλιβέργης διὰ νὰ ἀνάμεσον καλοῦμεν εἰς τὰς πόλεις, αἱ ὁποῖαι ὑπὸ τοῦ λαοῦ ἡμᾶς δὲν ἔχομεν ἡ κατάστασις τοῦτο πρὸς διὰ μιᾶς κατὰ τοὺς τελευταίους τούτους χρόνους. xyxy=(234,337,556,360)
teleftaia-body xyxy=(1255,307,1574,371)
right-column xyxy=(1244,55,1574,2245)
section-episitismos xyxy=(564,295,893,640)
visit-hours-par: Διὰ Β. Δ. ὁρίζονται αἱ Ὥραι καὶ βάρων ἐπισκέψεως πρὸς τὴν Ὑπουργικὴν ἀρχήν. Ἀπὸ δὲ τῆς Ἀρχῆς τοῦ 10 Νοεμβρίου ἐπικροτοῦνται μὲ τὰ ἀναγιγνωσκομένας Πληροφορίας. Ἑσπέριον Πλήρους τοῦ Δικαστικοῦ καταδικασθῶν διὰ Νὰ τὰς ἐργασίας καὶ τοῦ ἑκὶ τῶν Διοικητικῶν, Φιλανθρωπικῶν, Ἐξόδων, Κοιλιάκων, Κρήτης καὶ τόπους Ἀρχείων, τῆς Ἑλληνικῆς τῶν εἰς Συμβούλους τοῦ ν' θέσεων μὲ τὰς ἀναγραφόμενα προθεσμίας καὶ τῆς θέσεως ἀναληφθείσης διὰ τὴν ἐκτέλεσιν. xyxy=(570,407,892,438)
invitation-sub: Ξ'ΤΙΚΗΣ xyxy=(104,289,139,299)
insurance-title: ΑΣΦΑΛΕΙΑΙ ΚΙΝΔΥΝΩΝ ΠΟΛΕΜΟΥ xyxy=(47,2188,205,2220)
section-polemos xyxy=(900,295,1229,576)
italian-communique-par: ΡΩΜΗ 29 Ὀκτωβρίου (Α. Π.).—Ἀπὸ τοῦ Στέλβιο μέχρι τῆς θαλάσσης, καὶ τοῦ χθεσινοῦ ἀνακοινωθέντος, ὁ ἀγὼν συνεχίσθη ὅθεν καὶ ἐν τοῖς ἡμετέροις, εἰς τὰ διάφορα σημεῖα ὑπὸ τῶν ἐχθρικῶν ἀποσπασμάτων. xyxy=(907,432,1229,447)
american-minister-par: Ἐνίοτε ἐν ἡ ἀνθέστηκεν σύνη θὰ ἐν τοῦ ἐμφανιστεῖ στὴν ἐν τῶν ἀσφαλειῶν ζητήσεως, εἰς τὰ Ἀλλήνων προσθήκην τὸ ἐ. Ἐκεῖθεν καὶ ἐν τοῦ ὀλίγον πρὸς τὰ γενικὰς κατασχέσεως τοῦ ἑτέρου τῶν οἰκείων. xyxy=(1421,646,1575,676)
ad-mexi-pre: ΜΕ ΑΡΙΣΤΟΝ xyxy=(26,474,66,482)
ad-furniture-l3: Κ. Γ. ΝΑΥΠΛΙΩΤΗΣ & ΑΔΕΛΦΟΣ xyxy=(59,567,184,577)
efimerides-par: καὶ λέγομεν, οὕτως δὲν ἦτον τυχαία γεγονὸς γνωστοῦ ὡς παραλλήλως Δυνάμεις τῆς Ἑλλάδος, ἐν ᾧ ἀνεξάρτητον ἡς οὕτως ἀνατρέπει τὸ καθεστώς, λαβὼν ὑπ' ὄψιν ὅτι χρονικῶς, ὅθεν ἐνδομένου ἔχει ἐμφάνιεν τὰ ἀποφασιστικὰ σημεῖα τοῦ λαοῦ, διὰ νὰ ὑπῆρξε καὶ ὑπὲρ τὴν ἔξω ἄλλην γνώμην ὅλων τῶν ἄλλων πολιτευμάτων. xyxy=(234,363,556,386)
masthead-date: 30 Ὀκτωβρίου 1917 xyxy=(26,25,180,44)
american-minister-headline: ΑΜΕΡΙΚΑΝΟΣ ΥΠΟΥΡΓΟΣ xyxy=(1440,577,1556,588)
ad-mexi-post: ΣΙΓΑΡΟΧΑΡΤΩΝ xyxy=(26,495,75,503)
proclamation-headline: ΔΙΑΓΓΕΛΜΑ xyxy=(1304,674,1359,685)
ad-botrys-line5: Πώλησις χονδρικὴ καὶ λιανικὴ xyxy=(81,232,162,239)
main-subheadline-2: Η ΠΡΟΚΗΡΥΞΙΣ ΤΩΝ ΣΟΒΙΕΤ.-Η ΑΝΤΙΠΡΟΚΗΡΥΞΙΣ xyxy=(466,145,1005,169)
paris-dateline-3: ΠΑΡΙΣΙΟΙ, 29 Ὀκτωβρίου. (Τηλεγ.) xyxy=(1255,472,1352,480)
adeion-title: Η ΧΟΡΗΓΗΣΙΣ ΤΩΝ ΑΔΕΙΩΝ xyxy=(673,313,789,324)
ad-royale-l2: ΤΑ ΥΔΩΡ ΚΙΝΙΝΗΣ xyxy=(86,726,157,736)
ships-subheadline: ΘΑ ΕΠΙΤΑΧΘΟΥΝ xyxy=(1293,591,1370,602)
reform-subtitle: ΤΟΥ ΝΟΜΟΥ ΠΕΡΙ ΣΩΜΑΤΕΙΩΝ xyxy=(665,457,798,468)
masthead xyxy=(26,18,1574,51)
